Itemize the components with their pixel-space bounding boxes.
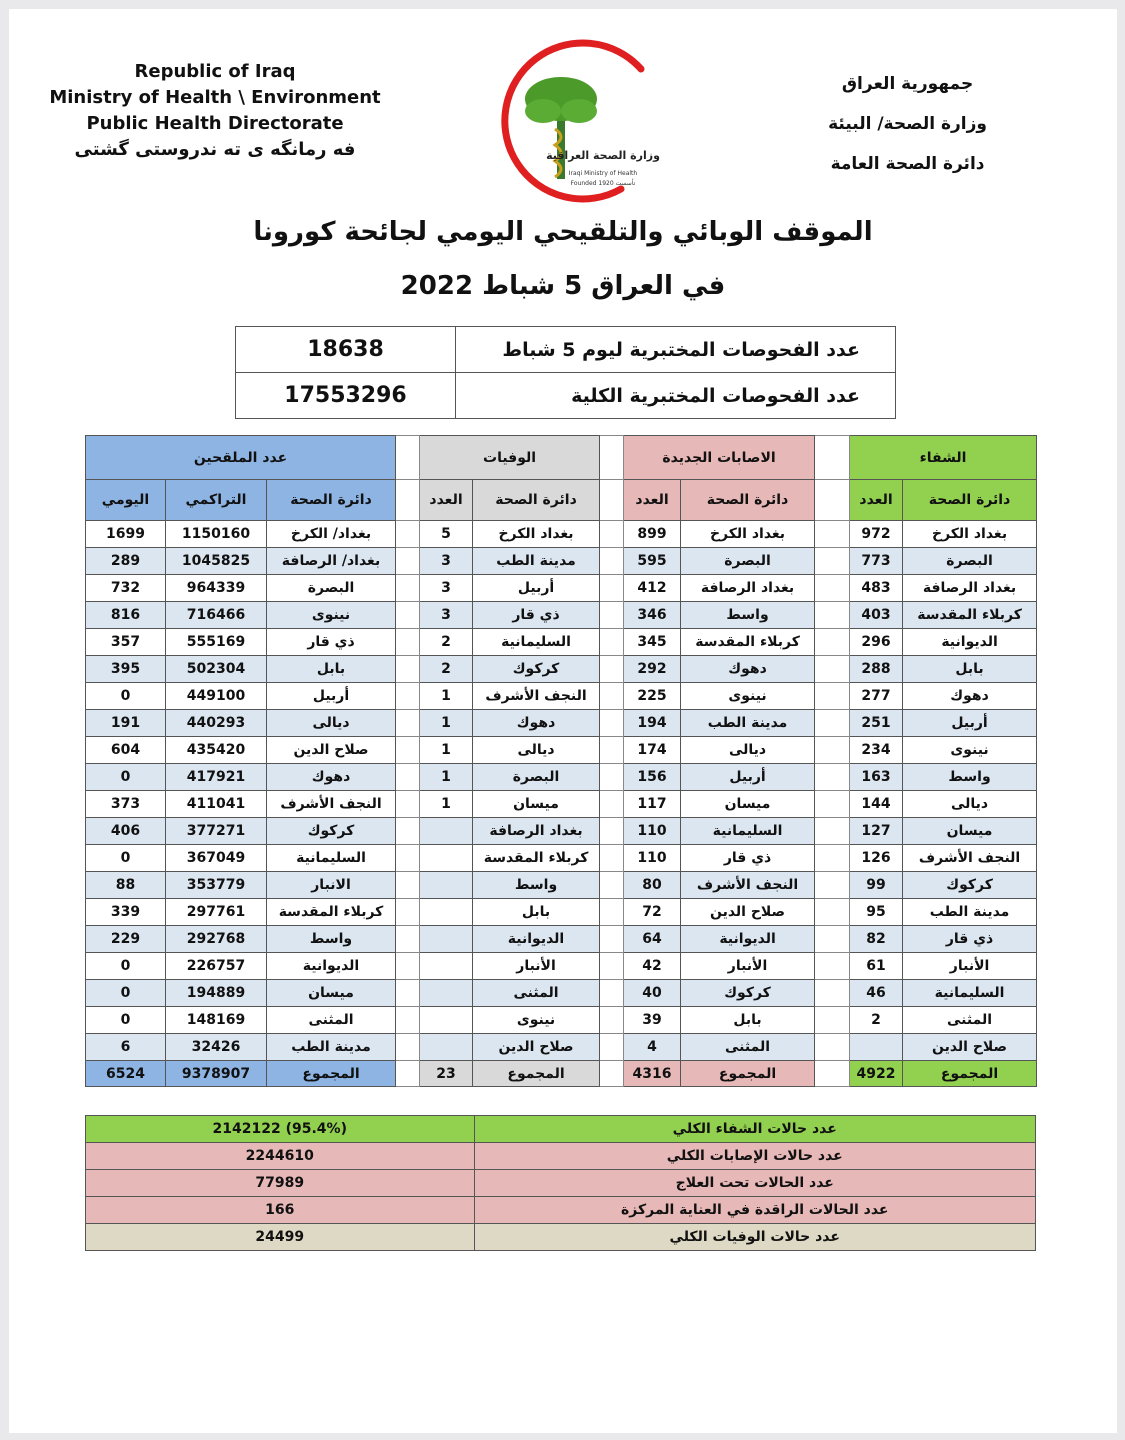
vac-cumulative: 377271 [166, 818, 267, 845]
vac-cumulative: 555169 [166, 629, 267, 656]
case-count: 110 [624, 818, 681, 845]
death-dept: ذي قار [473, 602, 600, 629]
table-row [86, 683, 1037, 710]
table-row [86, 1007, 1037, 1034]
rec-dept: ديالى [903, 791, 1037, 818]
total-recovery-label: المجموع [903, 1061, 1037, 1087]
table-row [86, 872, 1037, 899]
table-row [86, 899, 1037, 926]
case-dept: أربيل [681, 764, 815, 791]
rec-count: 46 [850, 980, 903, 1007]
death-count: 1 [420, 764, 473, 791]
ministry-name-ar: وزارة الصحة/ البيئة [828, 114, 987, 134]
table-row [86, 1034, 1037, 1061]
case-dept: مدينة الطب [681, 710, 815, 737]
death-dept: نينوى [473, 1007, 600, 1034]
vac-cumulative: 194889 [166, 980, 267, 1007]
table-row [86, 602, 1037, 629]
case-count: 117 [624, 791, 681, 818]
vac-daily: 604 [86, 737, 166, 764]
rec-dept: أربيل [903, 710, 1037, 737]
case-dept: المثنى [681, 1034, 815, 1061]
case-count: 345 [624, 629, 681, 656]
death-dept: المثنى [473, 980, 600, 1007]
vac-dept: بابل [267, 656, 396, 683]
case-dept: النجف الأشرف [681, 872, 815, 899]
rec-dept: مدينة الطب [903, 899, 1037, 926]
vac-dept: الانبار [267, 872, 396, 899]
case-dept: كركوك [681, 980, 815, 1007]
vac-daily: 0 [86, 764, 166, 791]
case-dept: السليمانية [681, 818, 815, 845]
vac-daily: 191 [86, 710, 166, 737]
table-row [86, 953, 1037, 980]
total-tests-value: 17553296 [236, 373, 456, 419]
rec-count: 2 [850, 1007, 903, 1034]
ministry-logo [471, 39, 661, 209]
rec-count: 144 [850, 791, 903, 818]
rec-dept: الأنبار [903, 953, 1037, 980]
case-count: 39 [624, 1007, 681, 1034]
case-dept: الأنبار [681, 953, 815, 980]
death-count: 1 [420, 737, 473, 764]
vac-cumulative: 435420 [166, 737, 267, 764]
report-date: في العراق 5 شباط 2022 [400, 271, 726, 301]
rec-count: 773 [850, 548, 903, 575]
vac-cumulative: 964339 [166, 575, 267, 602]
ministry-name-en: Ministry of Health \ Environment [49, 87, 381, 108]
case-dept: بابل [681, 1007, 815, 1034]
case-dept: دهوك [681, 656, 815, 683]
rec-count: 251 [850, 710, 903, 737]
vac-dept: بغداد/ الكرخ [267, 521, 396, 548]
death-dept: كربلاء المقدسة [473, 845, 600, 872]
vac-daily: 0 [86, 1007, 166, 1034]
vac-daily: 229 [86, 926, 166, 953]
rec-dept: واسط [903, 764, 1037, 791]
rec-count: 403 [850, 602, 903, 629]
summary-label: عدد حالات الوفيات الكلي [474, 1224, 1035, 1251]
total-vac-cumulative: 9378907 [166, 1061, 267, 1087]
summary-row [86, 1143, 1036, 1170]
logo-text-arabic: وزارة الصحة العراقية [546, 149, 660, 162]
table-row [86, 521, 1037, 548]
table-row [86, 926, 1037, 953]
vac-cumulative: 353779 [166, 872, 267, 899]
death-dept: أربيل [473, 575, 600, 602]
vac-cumulative: 32426 [166, 1034, 267, 1061]
death-dept: الديوانية [473, 926, 600, 953]
rec-dept: صلاح الدين [903, 1034, 1037, 1061]
death-count [420, 926, 473, 953]
death-dept: مدينة الطب [473, 548, 600, 575]
daily-tests-label: عدد الفحوصات المختبرية ليوم 5 شباط [456, 327, 896, 373]
total-cases-label: المجموع [681, 1061, 815, 1087]
rec-dept: المثنى [903, 1007, 1037, 1034]
case-count: 42 [624, 953, 681, 980]
rec-dept: كركوك [903, 872, 1037, 899]
col-death-dept: دائرة الصحة [473, 480, 600, 521]
vac-cumulative: 1045825 [166, 548, 267, 575]
country-name-en: Republic of Iraq [134, 61, 296, 82]
logo-text-english: Iraqi Ministry of Health [568, 170, 638, 177]
total-vac-daily: 6524 [86, 1061, 166, 1087]
total-deaths-label: المجموع [473, 1061, 600, 1087]
total-vac-label: المجموع [267, 1061, 396, 1087]
death-count [420, 818, 473, 845]
case-dept: بغداد الرصافة [681, 575, 815, 602]
daily-tests-value: 18638 [236, 327, 456, 373]
summary-row [86, 1116, 1036, 1143]
vac-daily: 732 [86, 575, 166, 602]
table-row [86, 656, 1037, 683]
case-dept: ميسان [681, 791, 815, 818]
vac-daily: 289 [86, 548, 166, 575]
summary-table [85, 1115, 1036, 1251]
section-deaths: الوفيات [420, 436, 600, 480]
summary-label: عدد الحالات تحت العلاج [474, 1170, 1035, 1197]
death-count: 5 [420, 521, 473, 548]
death-count [420, 899, 473, 926]
rec-dept: نينوى [903, 737, 1037, 764]
table-row [86, 737, 1037, 764]
death-count [420, 1034, 473, 1061]
vac-dept: واسط [267, 926, 396, 953]
rec-dept: بغداد الرصافة [903, 575, 1037, 602]
summary-value: 2142122 (95.4%) [86, 1116, 475, 1143]
death-dept: واسط [473, 872, 600, 899]
rec-count: 234 [850, 737, 903, 764]
total-recovery: 4922 [850, 1061, 903, 1087]
death-count: 1 [420, 710, 473, 737]
rec-count: 99 [850, 872, 903, 899]
death-count [420, 1007, 473, 1034]
total-tests-label: عدد الفحوصات المختبرية الكلية [456, 373, 896, 419]
vac-dept: أربيل [267, 683, 396, 710]
directorate-name-ar: دائرة الصحة العامة [830, 154, 985, 174]
section-header-row [86, 436, 1037, 480]
vac-cumulative: 440293 [166, 710, 267, 737]
vac-dept: ميسان [267, 980, 396, 1007]
case-dept: ديالى [681, 737, 815, 764]
rec-dept: بابل [903, 656, 1037, 683]
case-count: 110 [624, 845, 681, 872]
table-row [86, 629, 1037, 656]
death-dept: ديالى [473, 737, 600, 764]
logo-text-founded: Founded 1920 تأسست [570, 180, 636, 187]
case-count: 64 [624, 926, 681, 953]
vac-cumulative: 502304 [166, 656, 267, 683]
case-count: 292 [624, 656, 681, 683]
table-row [86, 575, 1037, 602]
table-row [86, 548, 1037, 575]
rec-dept: بغداد الكرخ [903, 521, 1037, 548]
col-case-count: العدد [624, 480, 681, 521]
rec-count: 127 [850, 818, 903, 845]
case-count: 80 [624, 872, 681, 899]
vac-cumulative: 367049 [166, 845, 267, 872]
column-header-row [86, 480, 1037, 521]
case-count: 194 [624, 710, 681, 737]
death-dept: دهوك [473, 710, 600, 737]
death-dept: النجف الأشرف [473, 683, 600, 710]
report-title: الموقف الوبائي والتلقيحي اليومي لجائحة كورونا [253, 217, 873, 247]
summary-row [86, 1197, 1036, 1224]
rec-dept: البصرة [903, 548, 1037, 575]
vac-dept: الديوانية [267, 953, 396, 980]
vac-daily: 357 [86, 629, 166, 656]
rec-dept: ميسان [903, 818, 1037, 845]
death-count: 2 [420, 629, 473, 656]
case-count: 346 [624, 602, 681, 629]
death-dept: بابل [473, 899, 600, 926]
death-count [420, 845, 473, 872]
summary-value: 24499 [86, 1224, 475, 1251]
death-dept: كركوك [473, 656, 600, 683]
vac-cumulative: 1150160 [166, 521, 267, 548]
death-dept: البصرة [473, 764, 600, 791]
vac-dept: مدينة الطب [267, 1034, 396, 1061]
rec-count: 972 [850, 521, 903, 548]
vac-cumulative: 297761 [166, 899, 267, 926]
governorate-stats-table [85, 435, 1037, 1087]
rec-count: 483 [850, 575, 903, 602]
summary-value: 2244610 [86, 1143, 475, 1170]
table-row [86, 764, 1037, 791]
total-cases: 4316 [624, 1061, 681, 1087]
country-name-ar: جمهورية العراق [841, 74, 974, 94]
death-dept: السليمانية [473, 629, 600, 656]
rec-count: 82 [850, 926, 903, 953]
vac-dept: المثنى [267, 1007, 396, 1034]
totals-row [86, 1061, 1037, 1087]
rec-count: 288 [850, 656, 903, 683]
vac-dept: ديالى [267, 710, 396, 737]
lab-tests-table [235, 326, 896, 419]
vac-cumulative: 417921 [166, 764, 267, 791]
directorate-name-ku: فه رمانگه ى ته ندروستى گشتى [74, 139, 356, 160]
rec-dept: ذي قار [903, 926, 1037, 953]
summary-label: عدد حالات الإصابات الكلي [474, 1143, 1035, 1170]
death-count [420, 872, 473, 899]
rec-count [850, 1034, 903, 1061]
vac-cumulative: 411041 [166, 791, 267, 818]
rec-count: 163 [850, 764, 903, 791]
vac-dept: بغداد/ الرصافة [267, 548, 396, 575]
case-dept: البصرة [681, 548, 815, 575]
daily-tests-row [236, 327, 896, 373]
death-count [420, 980, 473, 1007]
col-rec-dept: دائرة الصحة [903, 480, 1037, 521]
case-dept: الديوانية [681, 926, 815, 953]
vac-cumulative: 449100 [166, 683, 267, 710]
table-row [86, 818, 1037, 845]
table-row [86, 845, 1037, 872]
vac-cumulative: 148169 [166, 1007, 267, 1034]
table-row [86, 710, 1037, 737]
vac-dept: كربلاء المقدسة [267, 899, 396, 926]
total-tests-row [236, 373, 896, 419]
case-count: 4 [624, 1034, 681, 1061]
rec-count: 126 [850, 845, 903, 872]
case-dept: صلاح الدين [681, 899, 815, 926]
death-count: 2 [420, 656, 473, 683]
rec-count: 296 [850, 629, 903, 656]
rec-count: 277 [850, 683, 903, 710]
vac-dept: السليمانية [267, 845, 396, 872]
vac-daily: 6 [86, 1034, 166, 1061]
death-count: 3 [420, 548, 473, 575]
rec-dept: النجف الأشرف [903, 845, 1037, 872]
summary-row [86, 1170, 1036, 1197]
rec-dept: دهوك [903, 683, 1037, 710]
rec-dept: الديوانية [903, 629, 1037, 656]
case-count: 40 [624, 980, 681, 1007]
death-count: 3 [420, 602, 473, 629]
case-count: 595 [624, 548, 681, 575]
death-count: 1 [420, 683, 473, 710]
death-dept: ميسان [473, 791, 600, 818]
vac-dept: صلاح الدين [267, 737, 396, 764]
vac-daily: 1699 [86, 521, 166, 548]
arabic-header [828, 64, 987, 184]
case-count: 72 [624, 899, 681, 926]
case-count: 174 [624, 737, 681, 764]
summary-row [86, 1224, 1036, 1251]
col-death-count: العدد [420, 480, 473, 521]
death-dept: بغداد الرصافة [473, 818, 600, 845]
case-dept: كربلاء المقدسة [681, 629, 815, 656]
case-count: 225 [624, 683, 681, 710]
report-page [9, 9, 1117, 1433]
vac-cumulative: 226757 [166, 953, 267, 980]
vac-daily: 0 [86, 980, 166, 1007]
vac-daily: 0 [86, 953, 166, 980]
summary-value: 77989 [86, 1170, 475, 1197]
col-vac-cumulative: التراكمي [166, 480, 267, 521]
vac-daily: 88 [86, 872, 166, 899]
vac-daily: 0 [86, 683, 166, 710]
col-vac-daily: اليومي [86, 480, 166, 521]
death-dept: بغداد الكرخ [473, 521, 600, 548]
vac-dept: نينوى [267, 602, 396, 629]
death-dept: صلاح الدين [473, 1034, 600, 1061]
case-count: 412 [624, 575, 681, 602]
case-dept: واسط [681, 602, 815, 629]
vac-daily: 373 [86, 791, 166, 818]
case-count: 156 [624, 764, 681, 791]
vac-dept: البصرة [267, 575, 396, 602]
vac-daily: 395 [86, 656, 166, 683]
rec-dept: كربلاء المقدسة [903, 602, 1037, 629]
summary-label: عدد حالات الشفاء الكلي [474, 1116, 1035, 1143]
col-rec-count: العدد [850, 480, 903, 521]
total-deaths: 23 [420, 1061, 473, 1087]
case-dept: ذي قار [681, 845, 815, 872]
vac-daily: 816 [86, 602, 166, 629]
vac-dept: النجف الأشرف [267, 791, 396, 818]
death-count: 3 [420, 575, 473, 602]
section-new-cases: الاصابات الجديدة [624, 436, 815, 480]
rec-count: 95 [850, 899, 903, 926]
directorate-name-en: Public Health Directorate [86, 113, 344, 134]
death-dept: الأنبار [473, 953, 600, 980]
case-dept: نينوى [681, 683, 815, 710]
vac-daily: 339 [86, 899, 166, 926]
vac-daily: 0 [86, 845, 166, 872]
vac-cumulative: 716466 [166, 602, 267, 629]
rec-dept: السليمانية [903, 980, 1037, 1007]
case-dept: بغداد الكرخ [681, 521, 815, 548]
summary-value: 166 [86, 1197, 475, 1224]
col-vac-dept: دائرة الصحة [267, 480, 396, 521]
col-case-dept: دائرة الصحة [681, 480, 815, 521]
summary-label: عدد الحالات الراقدة في العناية المركزة [474, 1197, 1035, 1224]
vac-dept: دهوك [267, 764, 396, 791]
death-count [420, 953, 473, 980]
death-count: 1 [420, 791, 473, 818]
vac-daily: 406 [86, 818, 166, 845]
table-row [86, 980, 1037, 1007]
english-header [45, 59, 385, 163]
vac-dept: كركوك [267, 818, 396, 845]
vac-cumulative: 292768 [166, 926, 267, 953]
rec-count: 61 [850, 953, 903, 980]
section-vaccinated: عدد الملقحين [86, 436, 396, 480]
case-count: 899 [624, 521, 681, 548]
section-recovery: الشفاء [850, 436, 1037, 480]
table-row [86, 791, 1037, 818]
vac-dept: ذي قار [267, 629, 396, 656]
